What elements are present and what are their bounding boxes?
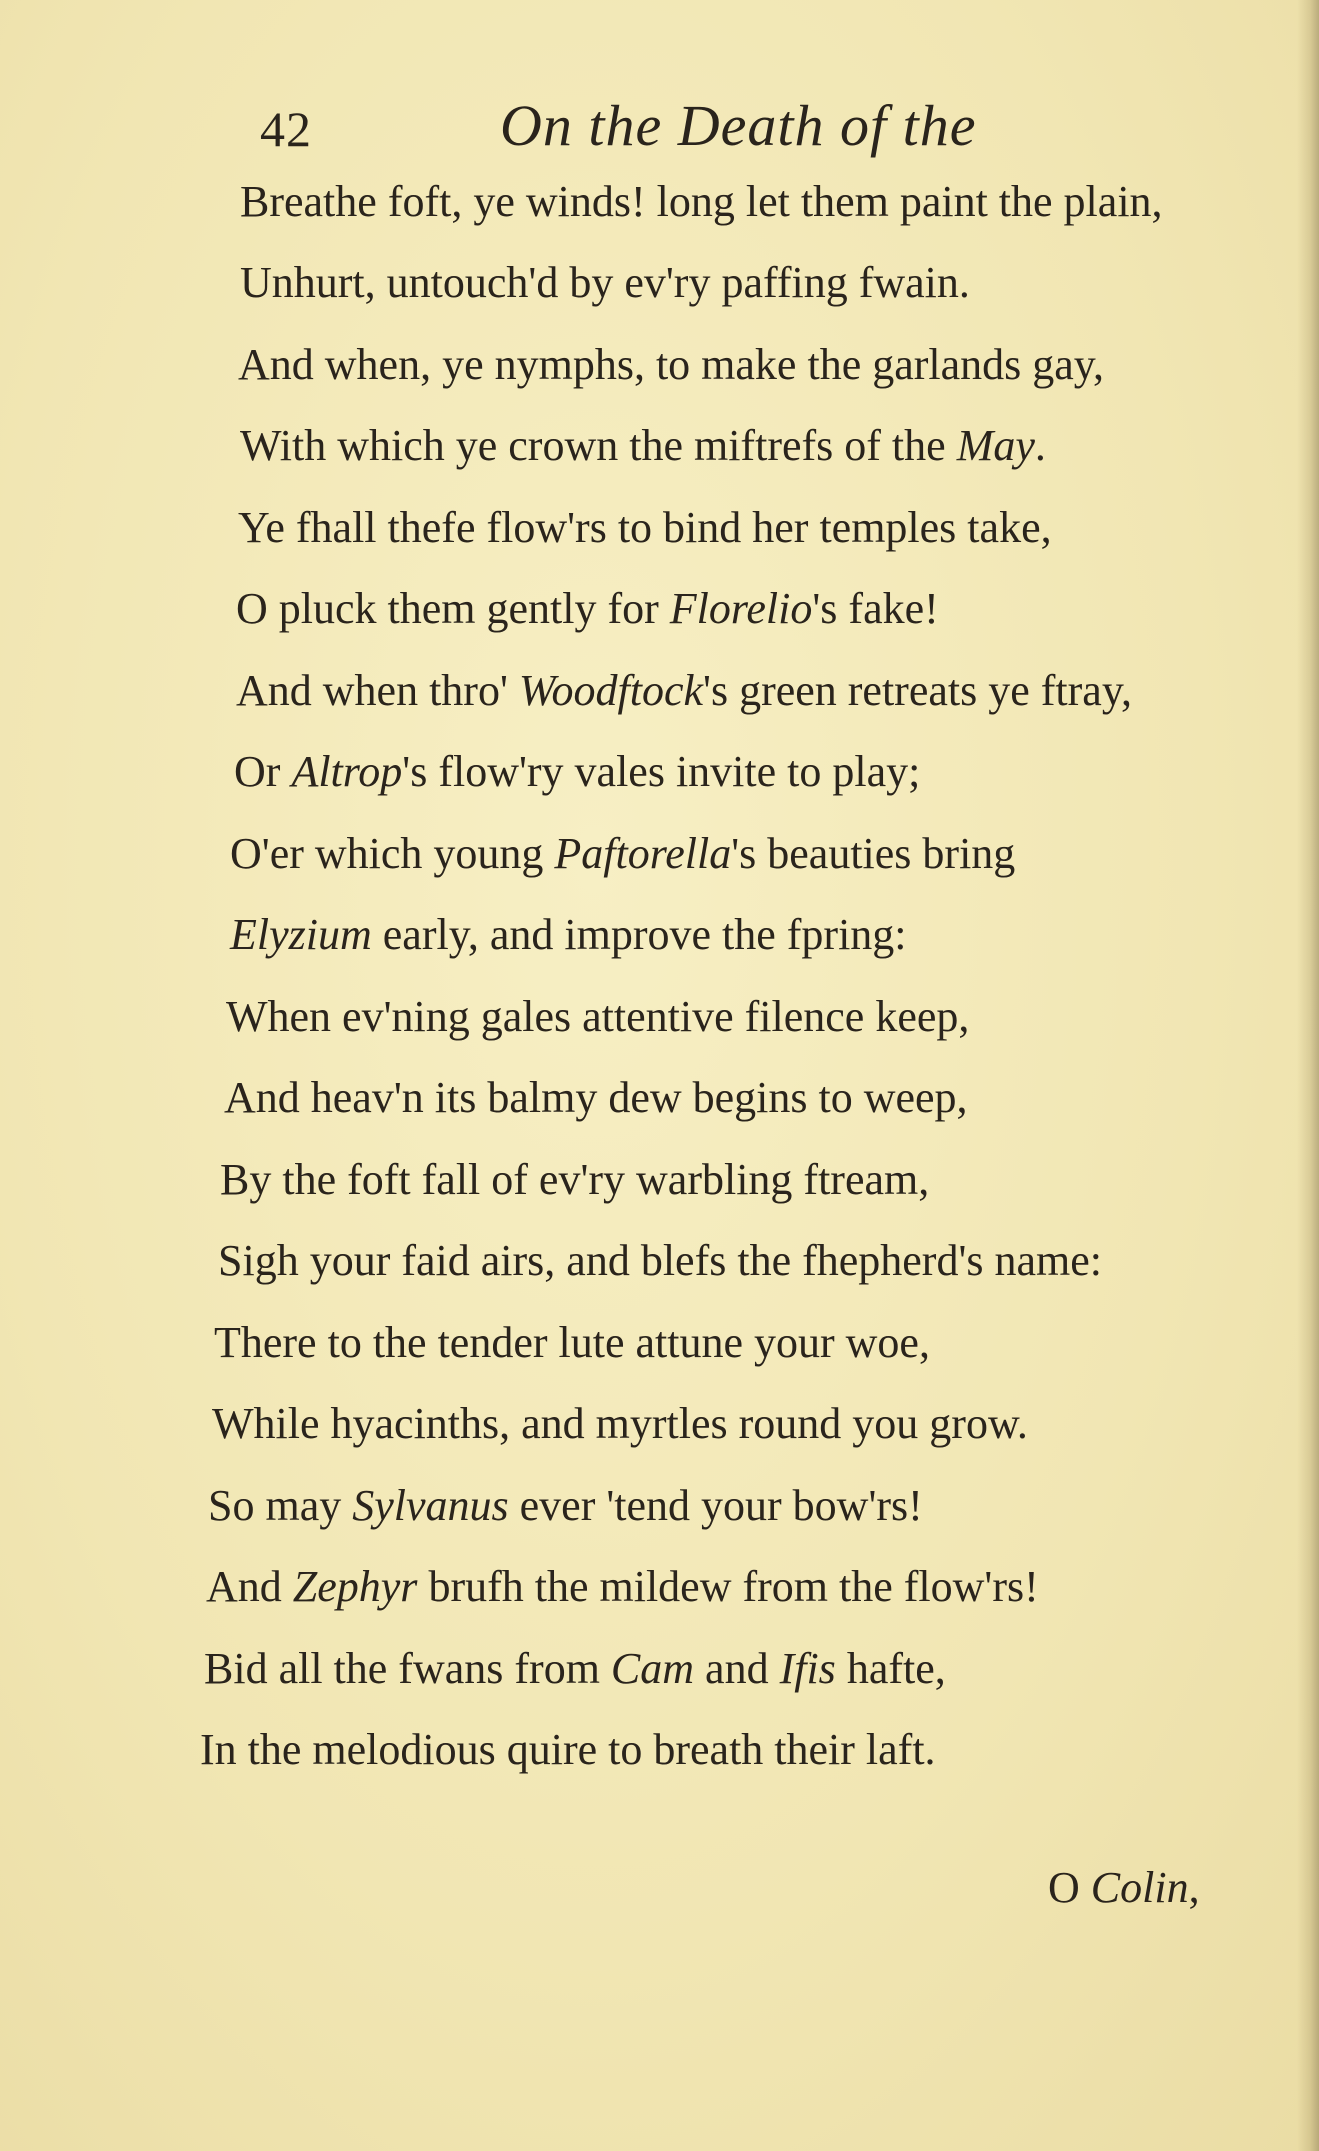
poem-line bbox=[206, 1561, 1039, 1613]
text-segment: 's fake! bbox=[812, 584, 939, 633]
text-segment: O'er which young bbox=[230, 829, 555, 878]
italic-text: Elyzium bbox=[230, 910, 372, 959]
poem-line bbox=[230, 909, 907, 961]
catchword bbox=[1048, 1862, 1200, 1913]
italic-text: Zephyr bbox=[292, 1562, 418, 1611]
text-segment: brufh the mildew from the flow'rs! bbox=[417, 1562, 1039, 1611]
italic-text: Woodftock bbox=[518, 666, 704, 715]
text-segment: 's green retreats ye ftray, bbox=[703, 666, 1132, 715]
poem-line bbox=[220, 1154, 929, 1206]
text-segment: Breathe foft, ye winds! long let them paint the plain, bbox=[240, 177, 1163, 226]
poem-line bbox=[238, 502, 1052, 554]
italic-text: Cam bbox=[610, 1644, 695, 1693]
text-segment: early, and improve the fpring: bbox=[371, 910, 907, 959]
poem-line bbox=[208, 1480, 923, 1532]
italic-text: Colin bbox=[1090, 1863, 1189, 1912]
poem-line bbox=[240, 257, 970, 309]
poem-line bbox=[238, 339, 1104, 391]
text-segment: hafte, bbox=[835, 1644, 946, 1693]
text-segment: O bbox=[1048, 1863, 1091, 1912]
text-segment: So may bbox=[208, 1481, 353, 1530]
poem-line bbox=[230, 828, 1015, 880]
page-header bbox=[0, 92, 1319, 172]
text-segment: And bbox=[206, 1562, 293, 1611]
text-segment: Unhurt, untouch'd by ev'ry paffing fwain. bbox=[240, 258, 970, 307]
text-segment: By the foft fall of ev'ry warbling ftream, bbox=[220, 1155, 930, 1204]
text-segment: And when, ye nymphs, to make the garlands gay, bbox=[238, 340, 1104, 389]
poem-line bbox=[226, 991, 969, 1043]
text-segment: Or bbox=[234, 747, 292, 796]
poem-line bbox=[240, 420, 1046, 472]
text-segment: 's beauties bring bbox=[731, 829, 1016, 878]
page-edge-shadow bbox=[1297, 0, 1319, 2151]
italic-text: Paftorella bbox=[554, 829, 732, 878]
italic-text: Sylvanus bbox=[352, 1481, 509, 1530]
text-segment: Bid all the fwans from bbox=[204, 1644, 611, 1693]
italic-text: May bbox=[956, 421, 1035, 470]
text-segment: And when thro' bbox=[236, 666, 519, 715]
poem-line bbox=[236, 583, 939, 635]
poem-line bbox=[214, 1317, 930, 1369]
text-segment: Ye fhall thefe flow'rs to bind her temples take, bbox=[238, 503, 1052, 552]
text-segment: ever 'tend your bow'rs! bbox=[508, 1481, 923, 1530]
italic-text: Florelio bbox=[669, 584, 813, 633]
poem-line bbox=[204, 1643, 946, 1695]
italic-text: Ifis bbox=[779, 1644, 836, 1693]
italic-text: Altrop bbox=[291, 747, 403, 796]
text-segment: While hyacinths, and myrtles round you grow. bbox=[212, 1399, 1028, 1448]
poem-line bbox=[240, 176, 1163, 228]
poem-line bbox=[234, 746, 920, 798]
poem-line bbox=[212, 1398, 1028, 1450]
running-title: On the Death of the bbox=[500, 93, 977, 158]
poem-line bbox=[218, 1235, 1102, 1287]
poem-line bbox=[236, 665, 1132, 717]
text-segment: , bbox=[1188, 1863, 1200, 1912]
text-segment: And heav'n its balmy dew begins to weep, bbox=[224, 1073, 968, 1122]
text-segment: When ev'ning gales attentive filence keep, bbox=[226, 992, 970, 1041]
text-segment: . bbox=[1034, 421, 1046, 470]
text-segment: Sigh your faid airs, and blefs the fhepherd's name: bbox=[218, 1236, 1103, 1285]
text-segment: There to the tender lute attune your woe, bbox=[214, 1318, 930, 1367]
text-segment: O pluck them gently for bbox=[236, 584, 670, 633]
page-number: 42 bbox=[260, 101, 312, 157]
poem-line bbox=[224, 1072, 968, 1124]
text-segment: and bbox=[694, 1644, 780, 1693]
text-segment: In the melodious quire to breath their laft. bbox=[200, 1725, 936, 1774]
poem-line bbox=[200, 1724, 936, 1776]
text-segment: With which ye crown the miftrefs of the bbox=[240, 421, 957, 470]
text-segment: 's flow'ry vales invite to play; bbox=[402, 747, 921, 796]
